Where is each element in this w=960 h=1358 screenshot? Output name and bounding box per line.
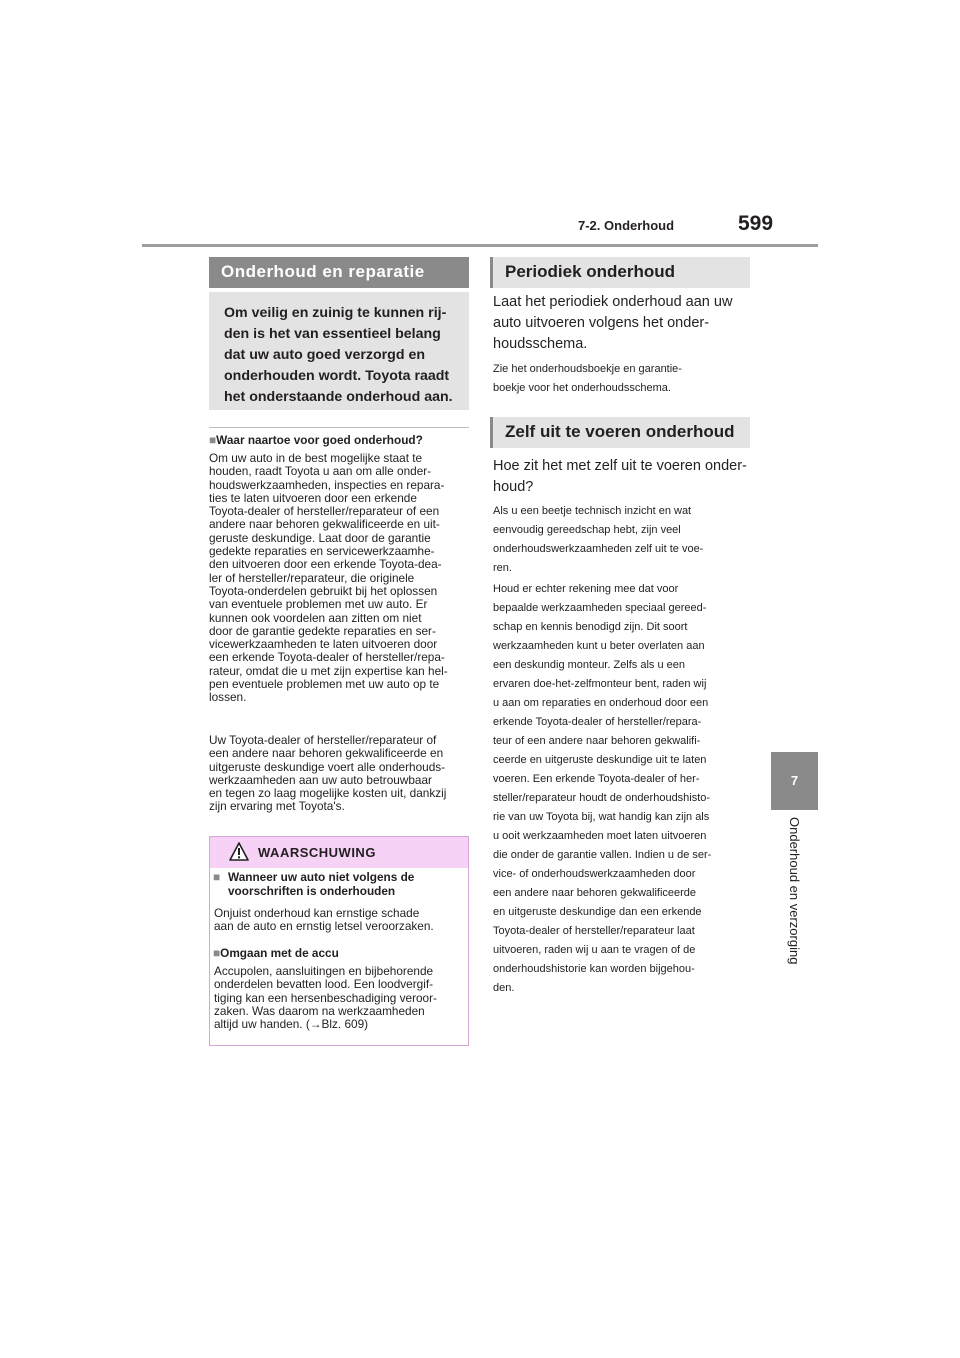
warning-item-title — [213, 946, 339, 960]
sub-heading — [209, 433, 423, 447]
warning-box — [209, 836, 469, 1046]
warning-title: WAARSCHUWING — [258, 845, 376, 860]
header-divider — [142, 244, 818, 247]
chapter-title: Onderhoud en verzorging — [787, 817, 802, 965]
bullet-square-icon: ■ — [213, 946, 221, 960]
chapter-tab: 7 — [771, 752, 818, 810]
warning-item-title-text: Wanneer uw auto niet volgens de voorschriften is onderhouden — [228, 870, 415, 898]
sub-heading-text: Waar naartoe voor goed onderhoud? — [216, 433, 423, 447]
paragraph: Om uw auto in de best mogelijke staat te houden, raadt Toyota u aan om alle onder- houdswerkzaamheden, inspecties en repara- ties te laten uitvoeren door een erkende Toyota-dealer of hersteller/reparateur of een andere naar behoren gekwalificeerde en uit- geruste deskundige. Laat door de garantie gedekte reparaties en servicewerkzaamhe- den uitvoeren door een erkende Toyota-dea- ler of hersteller/reparateur, die originele Toyota-onderdelen gebruikt bij het oplossen van eventuele problemen met uw auto. Er kunnen ook voordelen aan zitten om niet door de garantie gedekte reparaties en ser- vicewerkzaamheden te laten uitvoeren door een erkende Toyota-dealer of hersteller/repa- rateur, omdat die u met zijn expertise kan hel- pen eventuele problemen met uw auto op te lossen. — [209, 451, 448, 705]
page-number: 599 — [738, 212, 774, 235]
intro-box — [209, 292, 469, 410]
paragraph: Als u een beetje technisch inzicht en wat eenvoudig gereedschap hebt, zijn veel onderhoudswerkzaamheden zelf uit te voe- ren. — [493, 505, 704, 574]
heading-zelf-onderhoud: Zelf uit te voeren onderhoud — [490, 417, 750, 448]
intro-text: Om veilig en zuinig te kunnen rij- den is het van essentieel belang dat uw auto goed verzorgd en onderhouden wordt. Toyota raadt het onderstaande onderhoud aan. — [224, 305, 453, 405]
warning-item-title — [213, 871, 463, 898]
paragraph: Uw Toyota-dealer of hersteller/reparateur of een andere naar behoren gekwalificeerde en uitgeruste deskundige voert alle onderhouds- werkzaamheden aan uw auto betrouwbaar en tegen zo laag mogelijke kosten uit, dankzij zijn ervaring met Toyota's. — [209, 733, 447, 814]
warning-item-title-text: Omgaan met de accu — [220, 946, 339, 960]
heading-onderhoud-reparatie: Onderhoud en reparatie — [209, 257, 469, 288]
warning-text: Onjuist onderhoud kan ernstige schade aan de auto en ernstig letsel veroorzaken. — [214, 906, 434, 934]
warning-header — [210, 837, 468, 868]
warning-text: Accupolen, aansluitingen en bijbehorende onderdelen bevatten lood. Een loodvergif- tiging kan een hersenbeschadiging veroor- zaken. Was daarom na werkzaamheden altijd uw handen. (→Blz. 609) — [214, 964, 437, 1032]
self-question: Hoe zit het met zelf uit te voeren onder- houd? — [493, 458, 747, 495]
periodic-text: Laat het periodiek onderhoud aan uw auto uitvoeren volgens het onder- houdsschema. — [493, 294, 733, 352]
periodic-note: Zie het onderhoudsboekje en garantie- boekje voor het onderhoudsschema. — [493, 363, 682, 394]
warning-triangle-icon — [229, 842, 249, 861]
bullet-square-icon: ■ — [213, 870, 221, 884]
section-label: 7-2. Onderhoud — [578, 218, 675, 233]
paragraph: Houd er echter rekening mee dat voor bepaalde werkzaamheden speciaal gereed- schap en kennis benodigd zijn. Dit soort werkzaamheden kunt u beter overlaten aan een deskundig monteur. Zelfs als u een ervaren doe-het-zelfmonteur bent, raden wij u aan om reparaties en onderhoud door een erkende Toyota-dealer of hersteller/repara- teur of een andere naar behoren gekwalifi- ceerde en uitgeruste deskundige uit te laten voeren. Een erkende Toyota-dealer of her- steller/reparateur houdt de onderhoudshisto- rie van uw Toyota bij, wat handig kan zijn als u ooit werkzaamheden moet laten uitvoeren die onder de garantie vallen. Indien u de ser- vice- of onderhoudswerkzaamheden door een andere naar behoren gekwalificeerde en uitgeruste deskundige dan een erkende Toyota-dealer of hersteller/reparateur laat uitvoeren, raden wij u aan te vragen of de onderhoudshistorie kan worden bijgehou- den. — [493, 583, 712, 994]
heading-periodiek-onderhoud: Periodiek onderhoud — [490, 257, 750, 288]
bullet-square-icon: ■ — [209, 433, 217, 447]
divider — [209, 427, 469, 428]
